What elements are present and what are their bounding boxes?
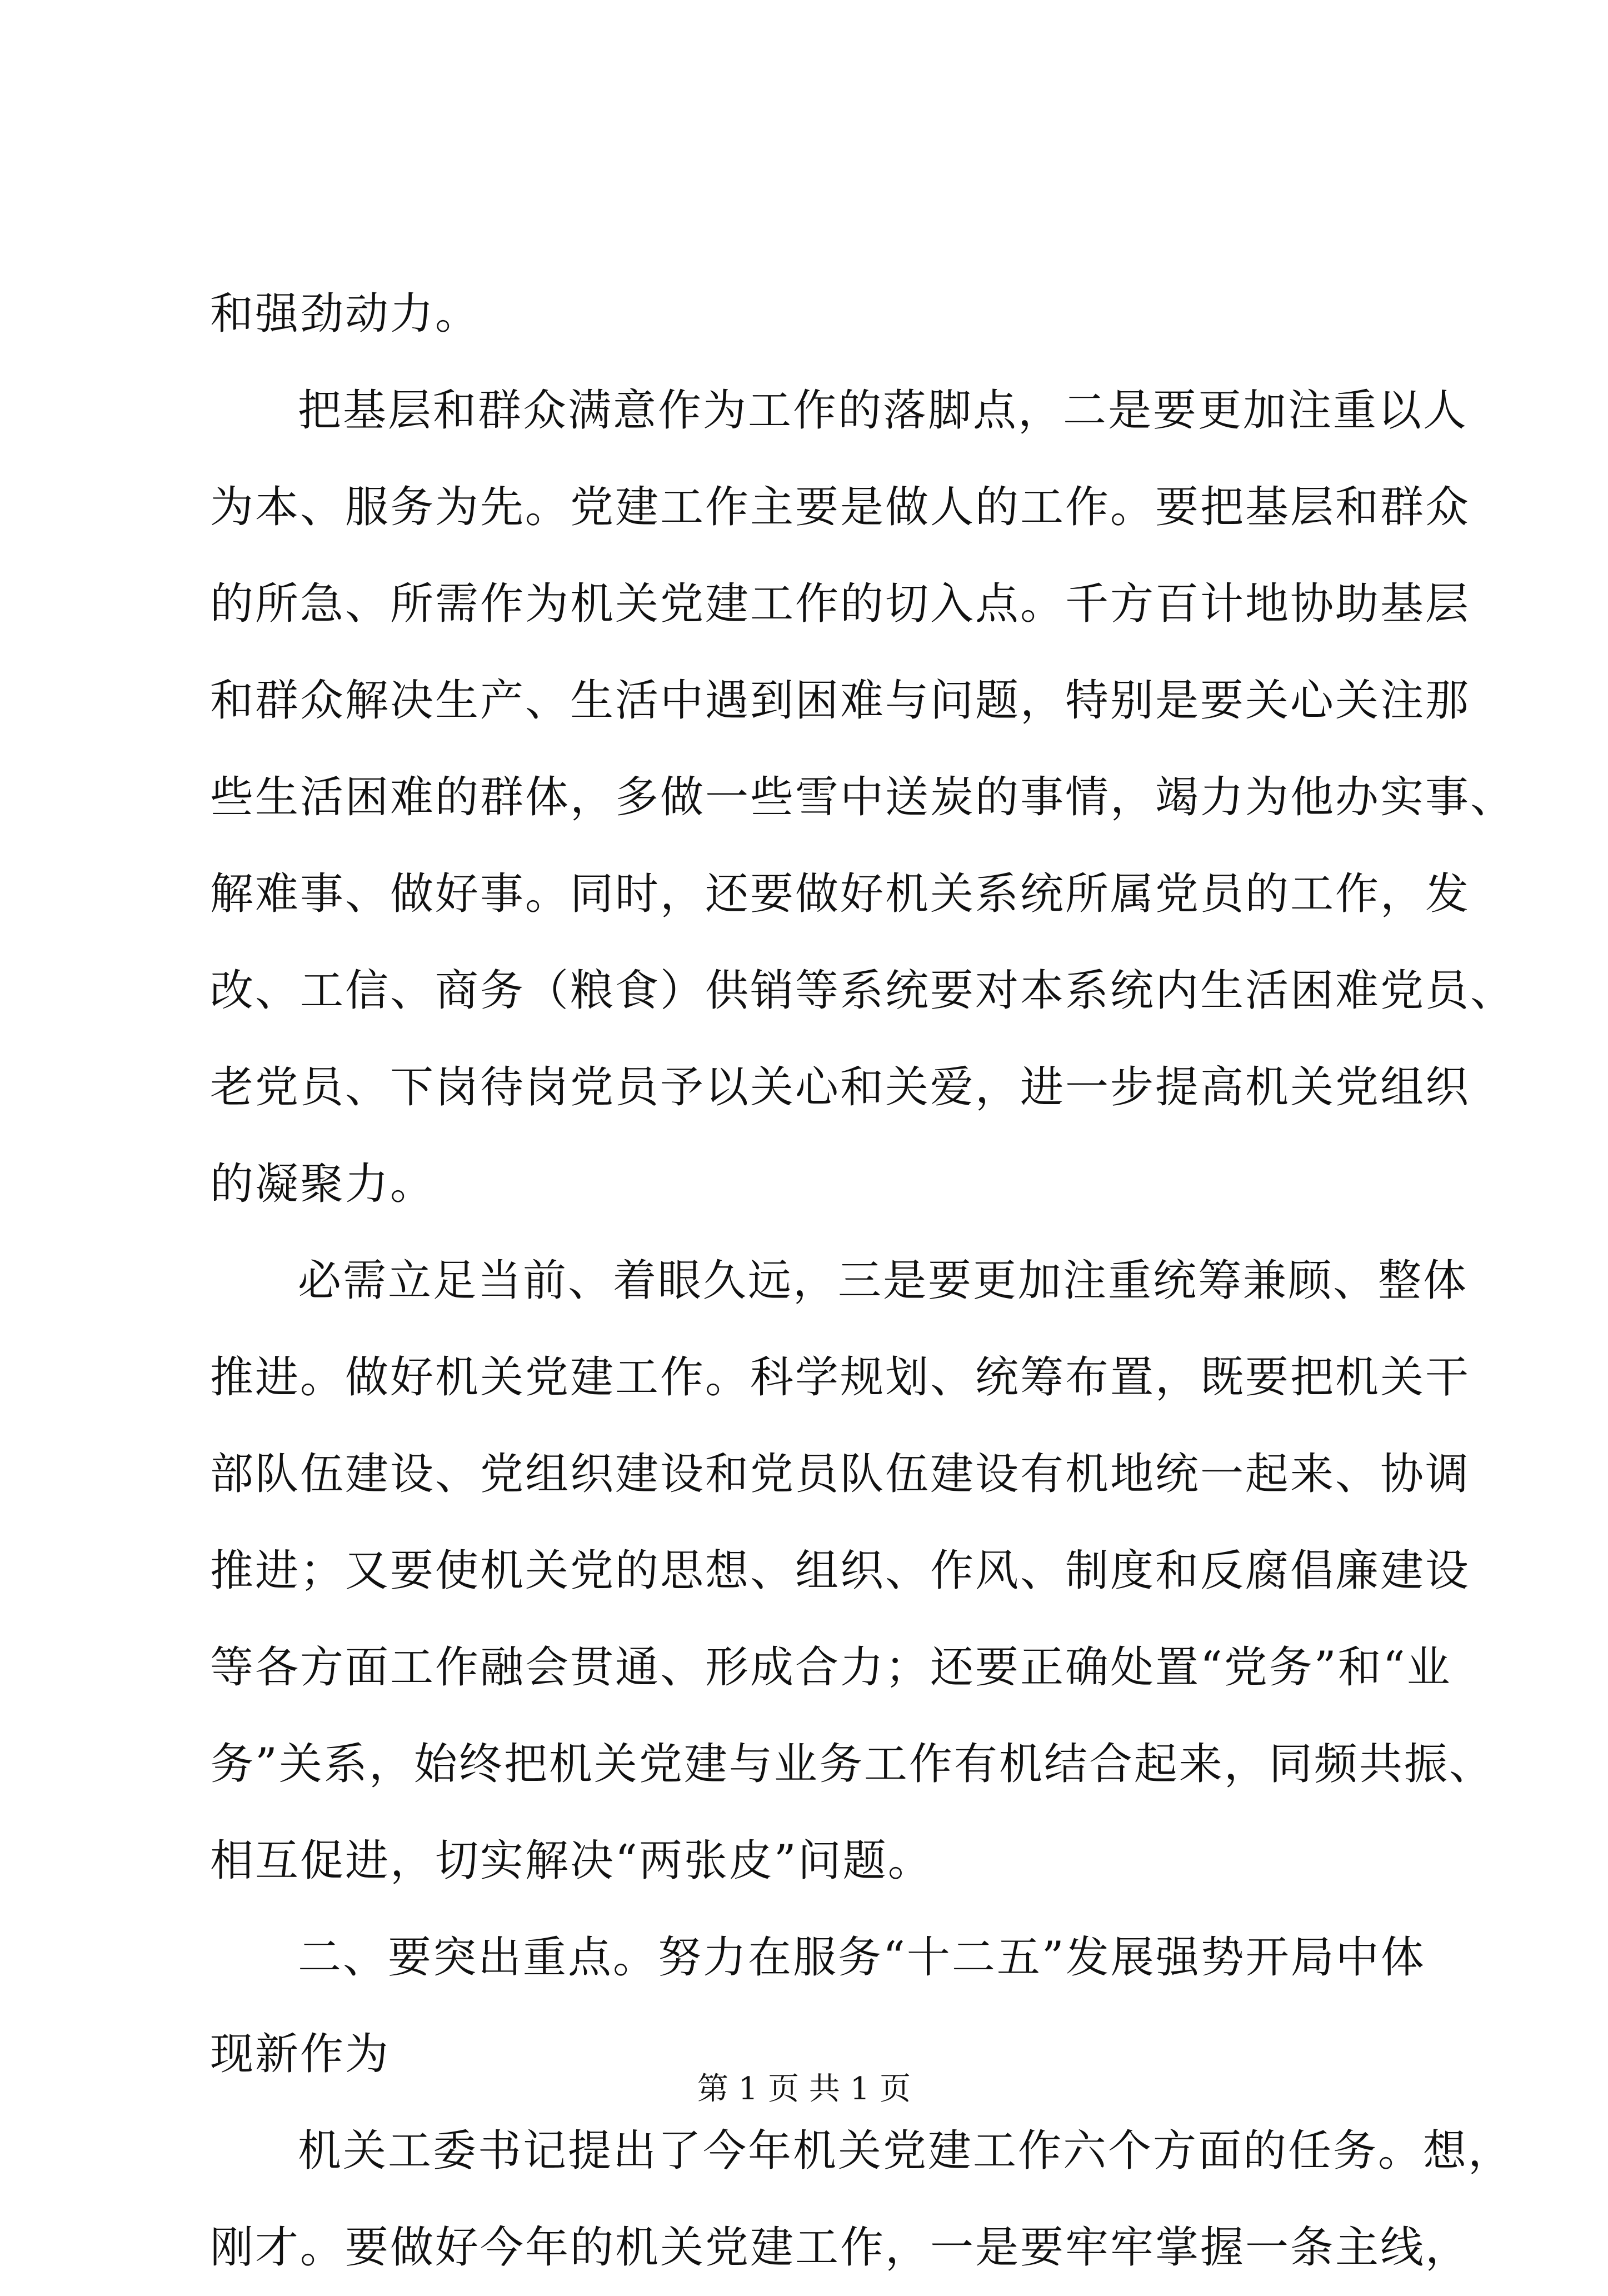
text-line: 的所急、所需作为机关党建工作的切入点。千方百计地协助基层 [210, 579, 1471, 629]
document-body [210, 266, 1516, 2296]
text-line: 为本、服务为先。党建工作主要是做人的工作。要把基层和群众 [210, 482, 1471, 532]
text-line: 刚才。要做好今年的机关党建工作，一是要牢牢掌握一条主线， [210, 2223, 1471, 2273]
text-line: 些生活困难的群体，多做一些雪中送炭的事情，竭力为他办实事、 [210, 772, 1516, 822]
text-line: 机关工委书记提出了今年机关党建工作六个方面的任务。想， [298, 2126, 1514, 2176]
text-line: 推进。做好机关党建工作。科学规划、统筹布置，既要把机关干 [210, 1352, 1471, 1402]
text-line: 必需立足当前、着眼久远，三是要更加注重统筹兼顾、整体 [298, 1256, 1469, 1306]
text-line: 的凝聚力。 [210, 1159, 436, 1209]
text-line: 老党员、下岗待岗党员予以关心和关爱，进一步提高机关党组织 [210, 1062, 1471, 1112]
text-line: 相互促进，切实解决“两张皮”问题。 [210, 1836, 933, 1886]
text-line: 二、要突出重点。努力在服务“十二五”发展强势开局中体 [298, 1933, 1426, 1983]
text-line: 现新作为 [210, 2029, 391, 2079]
text-line: 和群众解决生产、生活中遇到困难与问题，特别是要关心关注那 [210, 676, 1471, 726]
page-footer: 第 1 页 共 1 页 [697, 2071, 911, 2107]
text-line: 等各方面工作融会贯通、形成合力；还要正确处置“党务”和“业 [210, 1643, 1452, 1693]
text-line: 推进；又要使机关党的思想、组织、作风、制度和反腐倡廉建设 [210, 1546, 1471, 1596]
text-line: 务”关系，始终把机关党建与业务工作有机结合起来，同频共振、 [210, 1739, 1494, 1789]
text-line: 解难事、做好事。同时，还要做好机关系统所属党员的工作，发 [210, 869, 1471, 919]
text-line: 改、工信、商务（粮食）供销等系统要对本系统内生活困难党员、 [210, 966, 1516, 1016]
text-line: 和强劲动力。 [210, 289, 481, 339]
text-line: 把基层和群众满意作为工作的落脚点，二是要更加注重以人 [298, 386, 1469, 436]
text-line: 部队伍建设、党组织建设和党员队伍建设有机地统一起来、协调 [210, 1449, 1471, 1499]
